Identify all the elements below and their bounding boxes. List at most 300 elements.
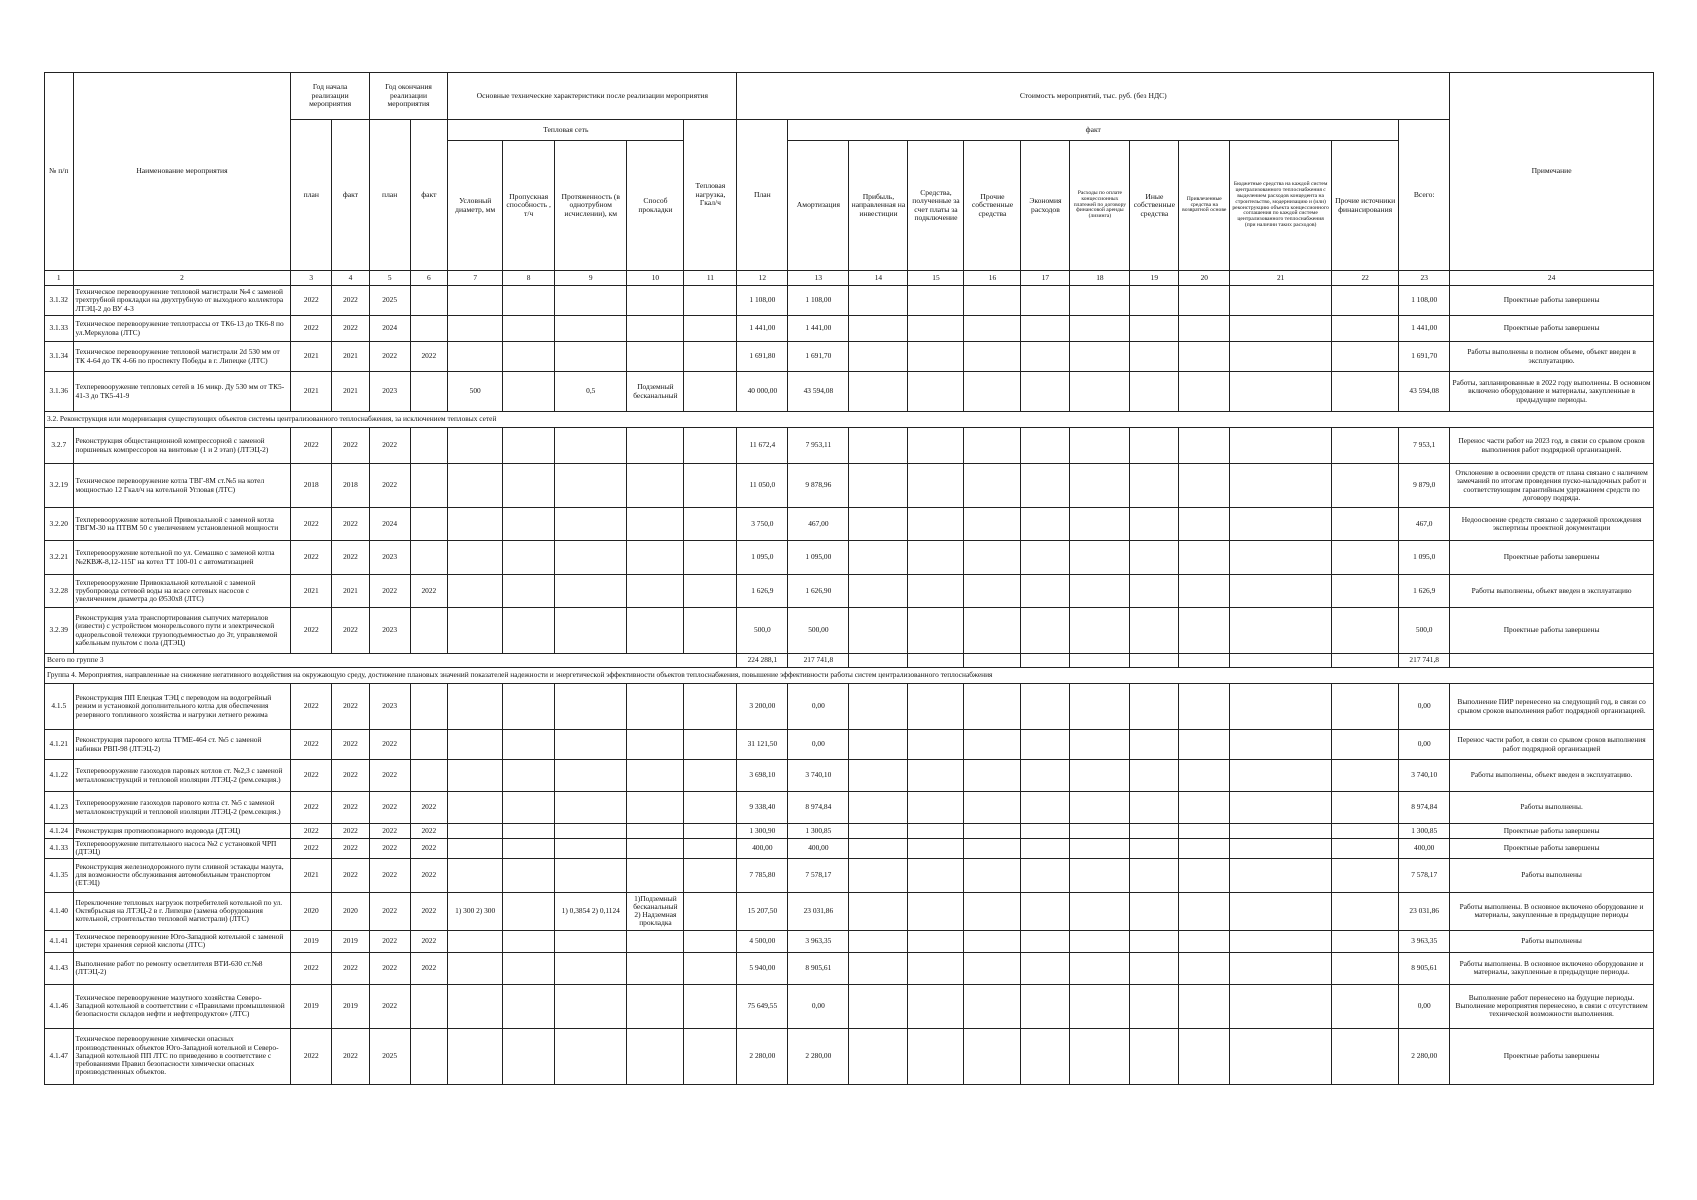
column-number: 17 [1021,271,1070,286]
cell-plan-cost: 40 000,00 [737,372,788,412]
cell-heat-load [684,316,737,342]
cell-heat-load [684,984,737,1028]
cell-connection-fee [908,858,964,892]
cell-budget [1230,824,1332,839]
cell-other-own-2 [1130,824,1179,839]
header-cost: Стоимость мероприятий, тыс. руб. (без НДС) [737,73,1450,120]
cell-length [555,730,627,760]
cell-end-fact [410,286,448,316]
cell-row-number: 3.1.33 [45,316,74,342]
cell-savings [1021,541,1070,575]
cell-end-fact [410,608,448,654]
cell-other-own [964,286,1021,316]
cell-other-own [964,342,1021,372]
cell-borrowed [1179,608,1230,654]
cell-lease-costs [1070,342,1130,372]
cell-borrowed [1179,464,1230,508]
cell-end-plan: 2022 [369,575,410,608]
cell-row-number: 4.1.40 [45,892,74,930]
column-number: 13 [788,271,849,286]
cell-borrowed [1179,760,1230,792]
cell-other-own-2 [1130,428,1179,464]
cell-profit [849,372,908,412]
cell-amortization: 0,00 [788,984,849,1028]
cell-lease-costs [1070,760,1130,792]
cell-heat-load [684,464,737,508]
cell-diameter [448,508,503,541]
cell-borrowed [1179,428,1230,464]
cell-savings [1021,858,1070,892]
cell-savings [1021,508,1070,541]
cell-profit [849,839,908,859]
cell-profit [849,464,908,508]
cell-plan-cost: 4 500,00 [737,930,788,952]
cell-diameter [448,316,503,342]
table-row [45,824,1654,839]
cell-plan-cost: 1 626,9 [737,575,788,608]
cell-connection-fee [908,316,964,342]
cell-end-fact: 2022 [410,792,448,824]
header-name: Наименование мероприятия [73,73,291,271]
cell-heat-load [684,608,737,654]
cell-profit [849,316,908,342]
cell-row-number: 3.1.34 [45,342,74,372]
cell-start-fact: 2022 [332,684,370,730]
cell-plan-cost: 1 108,00 [737,286,788,316]
cell-other-own [964,930,1021,952]
cell-amortization: 1 300,85 [788,824,849,839]
header-throughput: Пропускная способность , т/ч [503,141,555,271]
cell-note: Перенос части работ, в связи со срывом сроков выполнения работ подрядной организацией [1450,730,1654,760]
cell-end-fact: 2022 [410,839,448,859]
header-heat-network: Тепловая сеть [448,120,684,141]
header-start-year: Год начала реализации мероприятия [291,73,369,120]
header-savings: Экономия расходов [1021,141,1070,271]
header-no: № п/п [45,73,74,271]
group-total-plan: 224 288,1 [737,654,788,668]
cell-savings [1021,372,1070,412]
cell-other-own [964,892,1021,930]
cell-budget [1230,508,1332,541]
cell-end-plan: 2023 [369,608,410,654]
cell-budget [1230,892,1332,930]
cell-row-number: 4.1.43 [45,952,74,984]
header-laying: Способ прокладки [627,141,684,271]
cell-throughput [503,372,555,412]
group-total-empty [849,654,908,668]
cell-budget [1230,286,1332,316]
cell-total-cost: 1 441,00 [1399,316,1450,342]
cell-row-number: 4.1.47 [45,1028,74,1084]
cell-start-plan: 2019 [291,984,332,1028]
cell-end-fact: 2022 [410,824,448,839]
header-diameter: Условный диаметр, мм [448,141,503,271]
cell-laying [627,342,684,372]
cell-laying [627,541,684,575]
cell-lease-costs [1070,984,1130,1028]
column-number: 16 [964,271,1021,286]
cell-total-cost: 0,00 [1399,984,1450,1028]
cell-profit [849,428,908,464]
cell-lease-costs [1070,892,1130,930]
cell-start-fact: 2020 [332,892,370,930]
cell-heat-load [684,286,737,316]
cell-borrowed [1179,892,1230,930]
cell-length [555,464,627,508]
group-total-row [45,654,1654,668]
cell-lease-costs [1070,858,1130,892]
cell-heat-load [684,428,737,464]
cell-other-own [964,372,1021,412]
cell-connection-fee [908,824,964,839]
cell-row-number: 4.1.22 [45,760,74,792]
cell-start-fact: 2018 [332,464,370,508]
cell-throughput [503,760,555,792]
cell-row-name: Реконструкция парового котла ТГМЕ-464 ст. №5 с заменой набивки РВП-98 (ЛТЭЦ-2) [73,730,291,760]
cell-budget [1230,342,1332,372]
cell-profit [849,760,908,792]
cell-heat-load [684,541,737,575]
cell-other-own-2 [1130,952,1179,984]
cell-lease-costs [1070,541,1130,575]
cell-start-plan: 2022 [291,541,332,575]
header-connection-fee: Средства, полученные за счет платы за подключение [908,141,964,271]
cell-row-number: 4.1.23 [45,792,74,824]
cell-row-number: 3.2.19 [45,464,74,508]
cell-lease-costs [1070,1028,1130,1084]
cell-laying [627,730,684,760]
column-number: 11 [684,271,737,286]
cell-other-sources [1332,839,1399,859]
cell-length [555,316,627,342]
cell-throughput [503,464,555,508]
cell-throughput [503,892,555,930]
cell-start-plan: 2022 [291,792,332,824]
cell-other-own [964,1028,1021,1084]
cell-lease-costs [1070,428,1130,464]
section-heading: 3.2. Реконструкция или модернизация существующих объектов системы централизованного теплоснабжения, за исключением тепловых сетей [45,412,1654,428]
cell-row-name: Техперевооружение котельной Привокзальной с заменой котла ТВГМ-30 на ПТВМ 50 с увеличением установленной мощности [73,508,291,541]
table-row [45,286,1654,316]
cell-diameter [448,824,503,839]
cell-other-sources [1332,286,1399,316]
cell-note: Работы выполнены. [1450,792,1654,824]
header-tech-chars: Основные технические характеристики после реализации мероприятия [448,73,737,120]
cell-row-name: Техперевооружение Привокзальной котельной с заменой трубопровода сетевой воды на всасе сетевых насосов с увеличением диаметра до Ø530х8 (ЛТС) [73,575,291,608]
cell-other-own [964,575,1021,608]
cell-plan-cost: 15 207,50 [737,892,788,930]
cell-diameter [448,608,503,654]
cell-laying [627,684,684,730]
cell-total-cost: 1 095,0 [1399,541,1450,575]
cell-profit [849,684,908,730]
cell-heat-load [684,858,737,892]
cell-note: Работы выполнены в полном объеме, объект введен в эксплуатацию. [1450,342,1654,372]
cell-start-fact: 2019 [332,984,370,1028]
header-length: Протяженность (в однотрубном исчислении), км [555,141,627,271]
cell-start-fact: 2022 [332,508,370,541]
cell-heat-load [684,892,737,930]
cell-lease-costs [1070,464,1130,508]
cell-other-own-2 [1130,1028,1179,1084]
column-number: 8 [503,271,555,286]
header-end-year: Год окончания реализации мероприятия [369,73,447,120]
cell-end-plan: 2022 [369,760,410,792]
cell-end-fact: 2022 [410,575,448,608]
cell-laying [627,1028,684,1084]
cell-lease-costs [1070,930,1130,952]
group-total-empty [1230,654,1332,668]
cell-end-plan: 2022 [369,428,410,464]
cell-profit [849,730,908,760]
cell-savings [1021,608,1070,654]
cell-budget [1230,464,1332,508]
cell-note: Работы выполнены, объект введен в эксплуатацию [1450,575,1654,608]
cell-budget [1230,730,1332,760]
cell-row-name: Выполнение работ по ремонту осветлителя ВТИ-630 ст.№8 (ЛТЭЦ-2) [73,952,291,984]
cell-savings [1021,984,1070,1028]
header-end-plan: план [369,120,410,271]
cell-lease-costs [1070,730,1130,760]
cell-start-fact: 2022 [332,730,370,760]
cell-start-fact: 2021 [332,342,370,372]
cell-start-fact: 2022 [332,824,370,839]
cell-start-fact: 2022 [332,952,370,984]
cell-diameter [448,930,503,952]
cell-row-number: 4.1.33 [45,839,74,859]
cell-total-cost: 7 578,17 [1399,858,1450,892]
cell-amortization: 8 974,84 [788,792,849,824]
column-number: 2 [73,271,291,286]
cell-start-plan: 2022 [291,286,332,316]
cell-budget [1230,608,1332,654]
cell-heat-load [684,1028,737,1084]
cell-connection-fee [908,342,964,372]
cell-total-cost: 1 691,70 [1399,342,1450,372]
cell-row-number: 4.1.41 [45,930,74,952]
cell-profit [849,1028,908,1084]
column-number: 22 [1332,271,1399,286]
cell-throughput [503,541,555,575]
cell-length [555,984,627,1028]
cell-profit [849,984,908,1028]
cell-length [555,824,627,839]
cell-savings [1021,930,1070,952]
group-total-empty [964,654,1021,668]
cell-connection-fee [908,839,964,859]
cell-budget [1230,984,1332,1028]
cell-savings [1021,286,1070,316]
cell-connection-fee [908,464,964,508]
cell-start-plan: 2022 [291,952,332,984]
cell-row-name: Техническое перевооружение мазутного хозяйства Северо-Западной котельной в соответствии с «Правилами промышленной безопасности складов нефти и нефтепродуктов» (ЛТС) [73,984,291,1028]
cell-plan-cost: 2 280,00 [737,1028,788,1084]
group-total-total: 217 741,8 [1399,654,1450,668]
cell-other-own [964,608,1021,654]
cell-start-fact: 2022 [332,858,370,892]
cell-other-sources [1332,316,1399,342]
cell-row-number: 3.2.20 [45,508,74,541]
cell-budget [1230,428,1332,464]
cell-budget [1230,952,1332,984]
cell-laying [627,316,684,342]
cell-other-sources [1332,730,1399,760]
cell-heat-load [684,792,737,824]
cell-laying [627,428,684,464]
cell-row-name: Реконструкция железнодорожного пути сливной эстакады мазута, для возможности обслуживания автомобильным транспортом (ЕТЭЦ) [73,858,291,892]
cell-other-own-2 [1130,839,1179,859]
cell-savings [1021,342,1070,372]
column-number: 23 [1399,271,1450,286]
cell-note: Проектные работы завершены [1450,608,1654,654]
cell-savings [1021,684,1070,730]
column-number: 6 [410,271,448,286]
column-number: 7 [448,271,503,286]
cell-amortization: 0,00 [788,684,849,730]
cell-end-fact: 2022 [410,892,448,930]
header-lease-costs: Расходы по оплате концессионных платежей по договору финансовой аренды (лизинга) [1070,141,1130,271]
cell-heat-load [684,372,737,412]
cell-savings [1021,952,1070,984]
table-row [45,428,1654,464]
cell-row-number: 4.1.35 [45,858,74,892]
cell-note: Выполнение ПИР перенесено на следующий год, в связи со срывом сроков выполнения работ подрядной организацией. [1450,684,1654,730]
cell-plan-cost: 1 441,00 [737,316,788,342]
cell-savings [1021,730,1070,760]
cell-budget [1230,1028,1332,1084]
cell-throughput [503,608,555,654]
cell-end-plan: 2022 [369,792,410,824]
cell-other-sources [1332,464,1399,508]
cell-amortization: 23 031,86 [788,892,849,930]
cell-note: Работы, запланированные в 2022 году выполнены. В основном включено оборудование и материалы, закупленные в предыдущие периоды. [1450,372,1654,412]
cell-plan-cost: 11 050,0 [737,464,788,508]
column-number: 12 [737,271,788,286]
cell-amortization: 43 594,08 [788,372,849,412]
cell-other-sources [1332,792,1399,824]
cell-throughput [503,508,555,541]
cell-laying [627,952,684,984]
cell-other-sources [1332,930,1399,952]
cell-throughput [503,316,555,342]
cell-savings [1021,824,1070,839]
column-number: 15 [908,271,964,286]
cell-row-name: Техперевооружение тепловых сетей в 16 микр. Ду 530 мм от ТК5-41-3 до ТК5-41-9 [73,372,291,412]
cell-start-fact: 2022 [332,839,370,859]
cell-row-name: Техническое перевооружение химически опасных производственных объектов Юго-Западной котельной и Северо- Западной котельной ПП ЛТС по приведению в соответствие с требованиями Правил безопасности химически опасных производственных объектов. [73,1028,291,1084]
cell-note: Работы выполнены [1450,930,1654,952]
cell-laying [627,839,684,859]
cell-row-number: 3.2.7 [45,428,74,464]
table-row [45,508,1654,541]
cell-note: Проектные работы завершены [1450,1028,1654,1084]
cell-other-sources [1332,541,1399,575]
cell-savings [1021,839,1070,859]
cell-plan-cost: 31 121,50 [737,730,788,760]
cell-lease-costs [1070,839,1130,859]
cell-savings [1021,792,1070,824]
cell-lease-costs [1070,684,1130,730]
cell-other-sources [1332,760,1399,792]
cell-profit [849,608,908,654]
group-total-empty [1021,654,1070,668]
cell-connection-fee [908,286,964,316]
header-end-fact: факт [410,120,448,271]
cell-laying [627,575,684,608]
cell-throughput [503,730,555,760]
cell-other-own-2 [1130,730,1179,760]
cell-end-fact [410,508,448,541]
header-amortization: Амортизация [788,141,849,271]
cell-end-fact [410,372,448,412]
cell-other-sources [1332,684,1399,730]
cell-throughput [503,792,555,824]
table-row [45,839,1654,859]
table-row [45,984,1654,1028]
cell-throughput [503,824,555,839]
cell-other-own [964,824,1021,839]
cell-amortization: 1 441,00 [788,316,849,342]
cell-row-number: 3.1.32 [45,286,74,316]
cell-connection-fee [908,760,964,792]
cell-throughput [503,984,555,1028]
cell-profit [849,575,908,608]
cell-laying [627,984,684,1028]
cell-savings [1021,575,1070,608]
cell-connection-fee [908,428,964,464]
cell-end-plan: 2022 [369,839,410,859]
cell-plan-cost: 3 750,0 [737,508,788,541]
cell-diameter [448,1028,503,1084]
cell-profit [849,792,908,824]
header-other-own: Прочие собственные средства [964,141,1021,271]
cell-other-own-2 [1130,760,1179,792]
cell-other-own-2 [1130,508,1179,541]
cell-connection-fee [908,608,964,654]
cell-start-plan: 2022 [291,730,332,760]
cell-total-cost: 0,00 [1399,684,1450,730]
group-total-empty [1070,654,1130,668]
cell-amortization: 467,00 [788,508,849,541]
group-total-empty [1179,654,1230,668]
cell-other-own [964,984,1021,1028]
cell-total-cost: 467,0 [1399,508,1450,541]
cell-end-plan: 2023 [369,541,410,575]
cell-diameter [448,575,503,608]
cell-plan-cost: 1 691,80 [737,342,788,372]
table-row [45,575,1654,608]
cell-connection-fee [908,792,964,824]
cell-plan-cost: 7 785,80 [737,858,788,892]
cell-length [555,508,627,541]
cell-other-own [964,464,1021,508]
cell-heat-load [684,575,737,608]
cell-start-fact: 2022 [332,792,370,824]
group-total-amortization: 217 741,8 [788,654,849,668]
cell-start-fact: 2022 [332,1028,370,1084]
cell-length [555,428,627,464]
cell-length [555,541,627,575]
cell-diameter: 1) 300 2) 300 [448,892,503,930]
cell-other-own-2 [1130,608,1179,654]
cell-profit [849,541,908,575]
cell-laying [627,824,684,839]
cell-other-sources [1332,428,1399,464]
cell-other-own [964,684,1021,730]
cell-budget [1230,575,1332,608]
cell-start-fact: 2022 [332,608,370,654]
cell-budget [1230,372,1332,412]
